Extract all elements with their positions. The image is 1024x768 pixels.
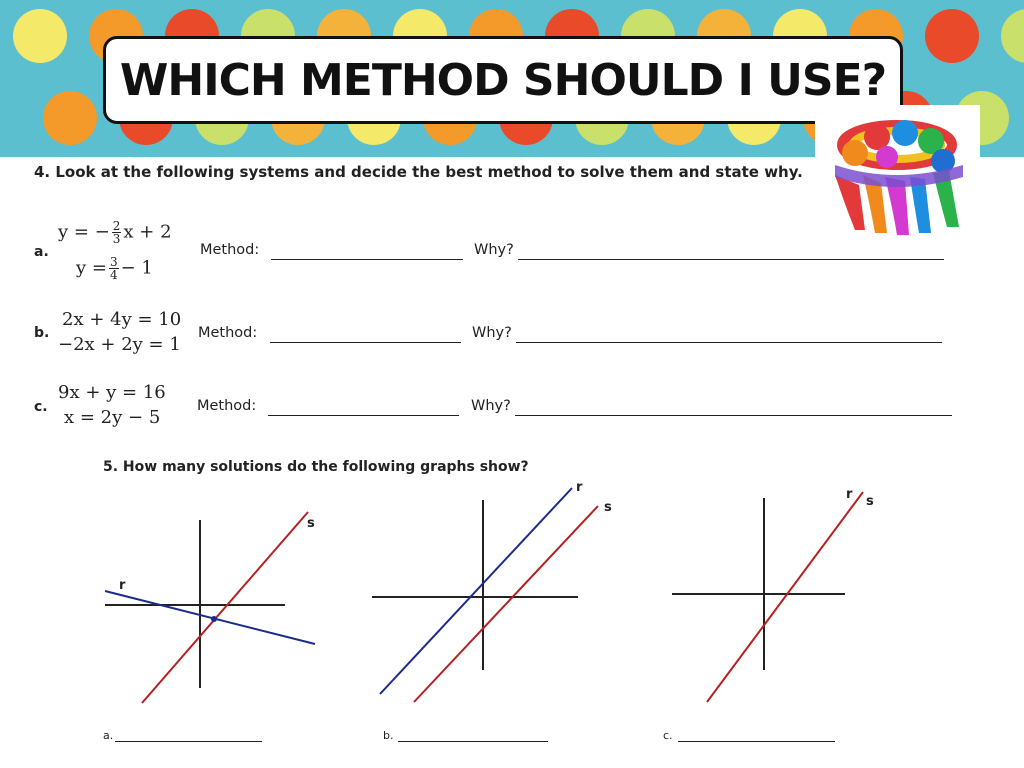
graph-a-intersection-point [211, 616, 217, 622]
method-label-a: Method: [200, 242, 260, 258]
equation-a-1: y = − $\frac{2}{3}$ x + 2 [58, 219, 172, 246]
method-blank-b[interactable] [270, 342, 461, 343]
polka-dot [925, 9, 979, 63]
graph-b-label-r: r [576, 480, 583, 495]
graph-c-label-s: s [866, 494, 874, 509]
question-4-prompt: 4. Look at the following systems and decide the best method to solve them and state why. [34, 163, 803, 181]
graph-b [372, 488, 598, 702]
graph-a-label-r: r [119, 578, 126, 593]
question-5-prompt: 5. How many solutions do the following graphs show? [103, 459, 529, 475]
method-blank-c[interactable] [268, 415, 459, 416]
graph-c-line-rs [707, 492, 863, 702]
graph-c [672, 492, 863, 702]
why-blank-b[interactable] [516, 342, 942, 343]
equation-c-1: 9x + y = 16 [58, 382, 166, 403]
answer-b-blank[interactable] [398, 741, 548, 742]
graph-a-label-s: s [307, 516, 315, 531]
answer-c-label: c. [663, 729, 673, 742]
polka-dot [13, 9, 67, 63]
graph-b-label-s: s [604, 500, 612, 515]
graph-c-label-r: r [846, 487, 853, 502]
answer-c-blank[interactable] [678, 741, 835, 742]
method-blank-a[interactable] [271, 259, 463, 260]
graph-b-line-r [380, 488, 572, 694]
equation-a-2: y = $\frac{3}{4}$ − 1 [76, 255, 153, 282]
team-huddle-logo [815, 105, 980, 240]
polka-dot [1001, 9, 1024, 63]
equation-c-2: x = 2y − 5 [64, 407, 161, 428]
method-label-c: Method: [197, 398, 257, 414]
graph-a [105, 512, 315, 703]
title-box [103, 36, 903, 124]
page-title: WHICH METHOD SHOULD I USE? [119, 54, 887, 106]
why-label-a: Why? [474, 242, 514, 258]
item-b-letter: b. [34, 325, 50, 341]
equation-b-1: 2x + 4y = 10 [62, 309, 182, 330]
answer-a-label: a. [103, 729, 114, 742]
equation-b-2: −2x + 2y = 1 [58, 334, 181, 355]
graph-b-line-s [414, 506, 598, 702]
item-a-letter: a. [34, 244, 49, 260]
why-label-c: Why? [471, 398, 511, 414]
answer-b-label: b. [383, 729, 394, 742]
why-blank-c[interactable] [515, 415, 952, 416]
why-blank-a[interactable] [518, 259, 944, 260]
method-label-b: Method: [198, 325, 258, 341]
item-c-letter: c. [34, 399, 48, 415]
answer-a-blank[interactable] [115, 741, 262, 742]
graph-a-line-r [105, 591, 315, 644]
polka-dot [43, 91, 97, 145]
why-label-b: Why? [472, 325, 512, 341]
